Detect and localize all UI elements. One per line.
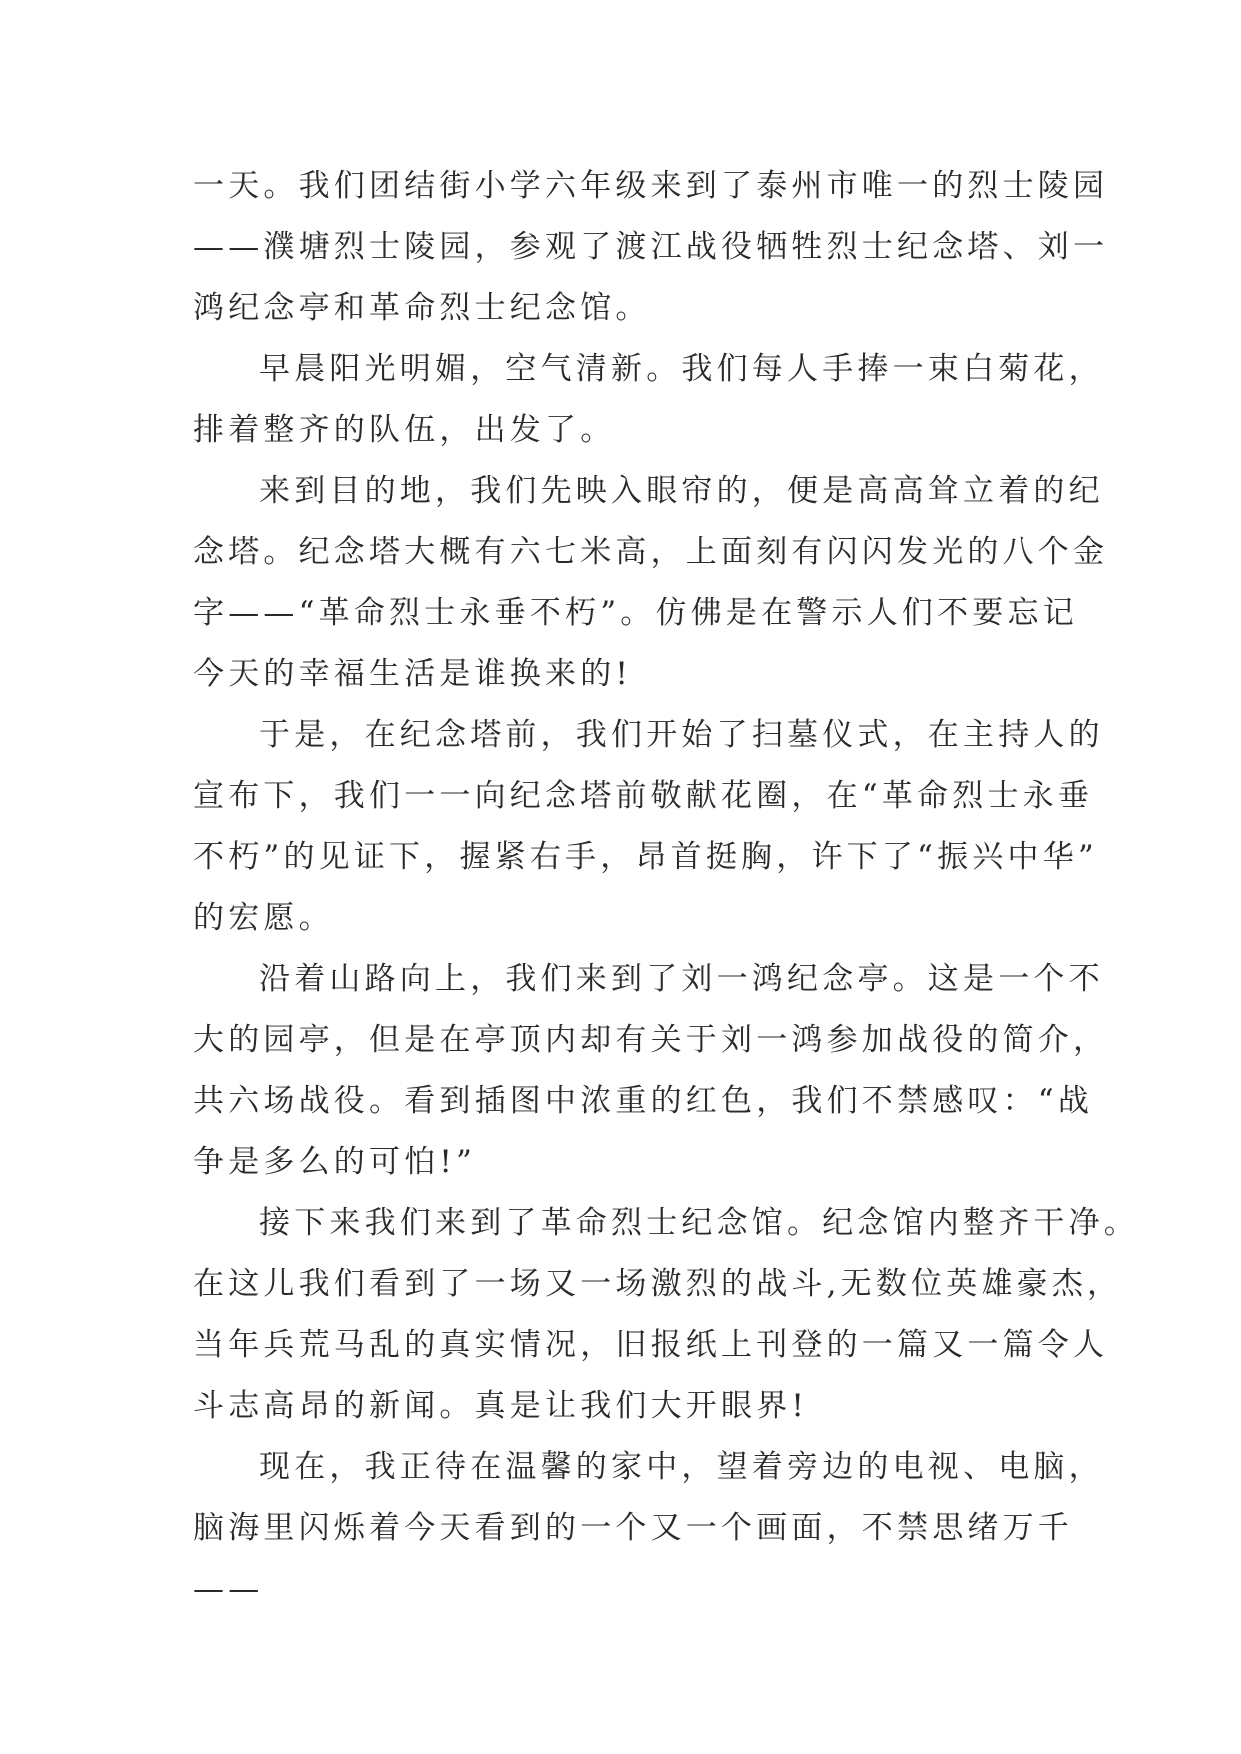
paragraph-first-line: 来到目的地，我们先映入眼帘的，便是高高耸立着的纪 bbox=[259, 473, 1104, 509]
text-line: 当年兵荒马乱的真实情况，旧报纸上刊登的一篇又一篇令人 bbox=[193, 1327, 1109, 1363]
paragraph-first-line: 于是，在纪念塔前，我们开始了扫墓仪式，在主持人的 bbox=[259, 717, 1104, 753]
paragraph-first-line: 沿着山路向上，我们来到了刘一鸿纪念亭。这是一个不 bbox=[259, 961, 1104, 997]
text-line: 鸿纪念亭和革命烈士纪念馆。 bbox=[193, 290, 651, 326]
text-line: 的宏愿。 bbox=[193, 900, 334, 936]
text-line: 在这儿我们看到了一场又一场激烈的战斗,无数位英雄豪杰， bbox=[193, 1266, 1123, 1302]
text-line: 共六场战役。看到插图中浓重的红色，我们不禁感叹：“战 bbox=[193, 1083, 1094, 1119]
text-line: 宣布下，我们一一向纪念塔前敬献花圈，在“革命烈士永垂 bbox=[193, 778, 1094, 814]
text-line: 念塔。纪念塔大概有六七米高，上面刻有闪闪发光的八个金 bbox=[193, 534, 1109, 570]
essay-body bbox=[193, 156, 1139, 1620]
text-line: 字——“革命烈士永垂不朽”。仿佛是在警示人们不要忘记 bbox=[193, 595, 1078, 631]
paragraph-first-line: 现在，我正待在温馨的家中，望着旁边的电视、电脑， bbox=[259, 1449, 1104, 1485]
text-line: ——濮塘烈士陵园，参观了渡江战役牺牲烈士纪念塔、刘一 bbox=[193, 229, 1109, 265]
text-line: 大的园亭，但是在亭顶内却有关于刘一鸿参加战役的简介， bbox=[193, 1022, 1109, 1058]
text-line: 不朽”的见证下，握紧右手，昂首挺胸，许下了“振兴中华” bbox=[193, 839, 1098, 875]
text-line: —— bbox=[193, 1571, 264, 1607]
text-line: 斗志高昂的新闻。真是让我们大开眼界! bbox=[193, 1388, 809, 1424]
paragraph-first-line: 接下来我们来到了革命烈士纪念馆。纪念馆内整齐干净。 bbox=[259, 1205, 1139, 1241]
text-line: 一天。我们团结街小学六年级来到了泰州市唯一的烈士陵园 bbox=[193, 168, 1109, 204]
text-line: 争是多么的可怕!” bbox=[193, 1144, 477, 1180]
paragraph-first-line: 早晨阳光明媚，空气清新。我们每人手捧一束白菊花， bbox=[259, 351, 1104, 387]
text-line: 排着整齐的队伍，出发了。 bbox=[193, 412, 616, 448]
text-line: 脑海里闪烁着今天看到的一个又一个画面，不禁思绪万千 bbox=[193, 1510, 1073, 1546]
text-line: 今天的幸福生活是谁换来的! bbox=[193, 656, 633, 692]
